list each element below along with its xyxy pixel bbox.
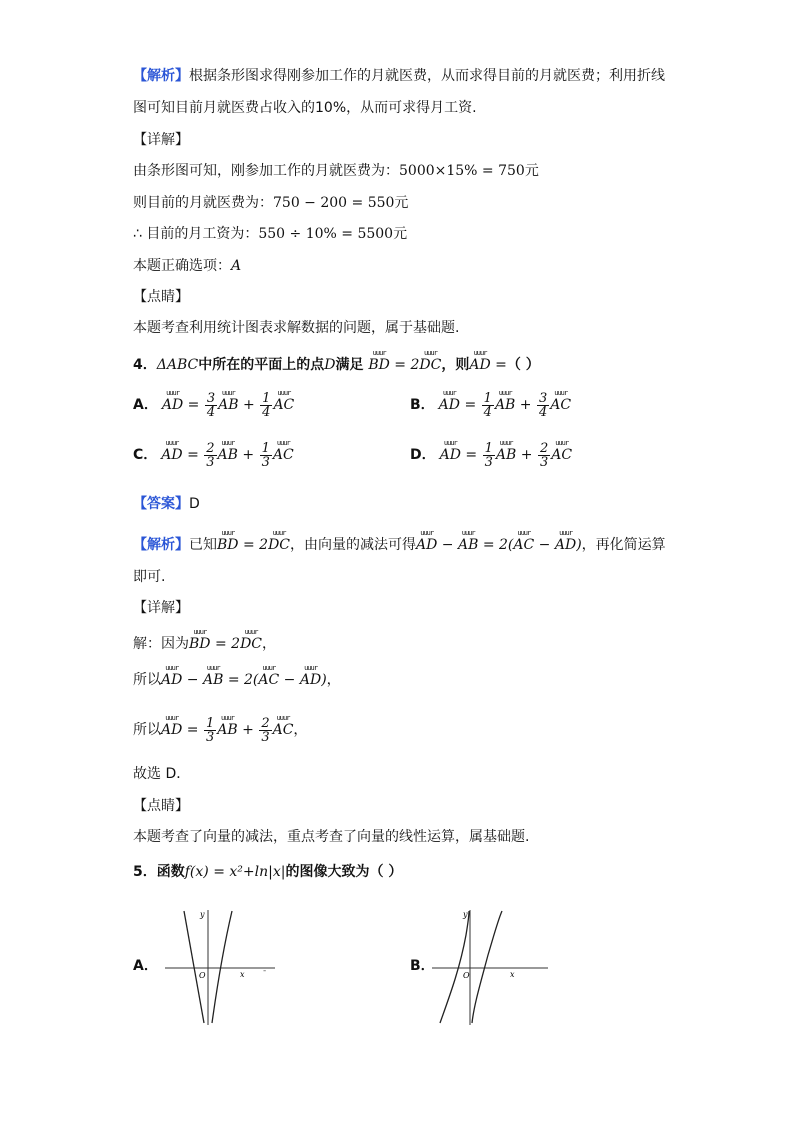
analysis-text: 即可.: [133, 569, 166, 585]
vector-ab: uuur AB: [496, 440, 516, 462]
vector-ab: uuur AB: [218, 440, 238, 462]
fraction-2-3: $\frac{2}{3}$: [261, 715, 270, 745]
vector-ac: uuur AC: [551, 440, 572, 462]
vector-ab: uuur AB: [458, 530, 478, 552]
analysis-text: 已知: [189, 537, 217, 553]
fraction: $\frac{1}{3}$: [484, 440, 493, 470]
analysis-text-1: 根据条形图求得刚参加工作的月就医费，从而求得目前的月就医费；利用折线: [189, 68, 665, 84]
detail4-line-3: 所以uuur AD = $\frac{1}{3}$ uuur AB + $\frac{2}{3}$ uuur AC，: [133, 715, 307, 744]
detail-text: 解：因为: [133, 636, 189, 652]
option-label: A．: [133, 397, 158, 413]
comment-tag: 【点睛】: [133, 289, 189, 305]
detail-math: 550 ÷ 10% = 5500元: [258, 226, 408, 242]
question-text: ，则: [441, 357, 470, 373]
comment4-tag-line: [133, 796, 189, 816]
vector-ab: uuur AB: [217, 715, 237, 737]
triangle-abc: ΔABC: [156, 357, 199, 373]
option-d[interactable]: D．uuur AD = $\frac{1}{3}$ uuur AB + $\frac{2}{3}$ uuur AC: [410, 440, 572, 469]
question-text: 函数: [156, 864, 185, 880]
fraction: $\frac{2}{3}$: [539, 440, 549, 470]
detail-text: 故选 D．: [133, 766, 191, 782]
detail-math: A: [231, 258, 242, 274]
fraction-1-3: $\frac{1}{3}$: [205, 715, 215, 745]
fraction: $\frac{1}{3}$: [261, 440, 270, 470]
curve-right: [212, 911, 232, 1023]
option-label: B．: [410, 397, 435, 413]
fraction: $\frac{3}{4}$: [538, 390, 548, 420]
curve-left: [440, 911, 469, 1023]
analysis-tag: 【解析】: [133, 68, 189, 84]
detail4-line-1: 解：因为uuur BD = 2uuur DC，: [133, 629, 276, 654]
question-text: 满足: [335, 357, 364, 373]
comment-text: 本题考查了向量的减法，重点考查了向量的线性运算，属基础题.: [133, 829, 530, 845]
question-number: 4．: [133, 357, 157, 373]
vector-bd: uuur BD: [189, 629, 211, 651]
detail-math: 5000×15% = 750元: [399, 163, 539, 179]
vector-ad: uuur AD: [161, 715, 182, 737]
y-label: y: [463, 910, 468, 919]
x-label: x: [510, 970, 515, 979]
detail-text: ，: [293, 722, 308, 738]
analysis4-line-2: [133, 567, 165, 587]
vector-ad: uuur AD: [162, 390, 183, 412]
analysis-tag: 【解析】: [133, 537, 189, 553]
function-expression: f(x) = x²+ln|x|: [184, 864, 286, 880]
question-text: 中所在的平面上的点: [198, 357, 325, 373]
vector-ad: uuur AD: [440, 440, 461, 462]
detail-tag: 【详解】: [133, 132, 189, 148]
detail-tag-line: [133, 130, 189, 150]
comment-tag-line: [133, 287, 189, 307]
option-label: C．: [133, 447, 158, 463]
question-paren: （ ）: [506, 357, 540, 373]
vector-ad: uuur AD: [416, 530, 437, 552]
option-a[interactable]: A．uuur AD = $\frac{3}{4}$ uuur AB + $\frac{1}{4}$ uuur AC: [133, 390, 294, 419]
vector-ac: uuur AC: [273, 715, 294, 737]
fraction: $\frac{2}{3}$: [206, 440, 215, 470]
analysis-text-2: 图可知目前月就医费占收入的10%，从而可求得月工资.: [133, 100, 477, 116]
origin-label: O: [463, 971, 470, 980]
fraction: $\frac{1}{4}$: [483, 390, 492, 420]
point-d: D: [324, 357, 336, 373]
origin-label: O: [199, 971, 206, 980]
vector-ad: uuur AD: [300, 665, 321, 687]
vector-ab: uuur AB: [203, 665, 223, 687]
graph-option-a[interactable]: [160, 905, 280, 1030]
vector-dc: uuur DC: [240, 629, 262, 651]
detail-text: ∴ 目前的月工资为：: [133, 226, 259, 242]
analysis-line-1: [133, 66, 665, 86]
vector-ac: uuur AC: [513, 530, 534, 552]
option-label: D．: [410, 447, 436, 463]
option-label: B．: [410, 958, 435, 974]
comment-text: 本题考查利用统计图表求解数据的问题，属于基础题.: [133, 320, 460, 336]
vector-ab: uuur AB: [218, 390, 238, 412]
question-text: 的图像大致为（ ）: [285, 864, 403, 880]
analysis4-line-1: 【解析】已知uuur BD = 2uuur DC，由向量的减法可得uuur AD − uuur AB = 2(uuur AC − uuur AD)，再化简运算: [133, 530, 666, 555]
detail-line-4: [133, 256, 241, 276]
vector-dc: uuur DC: [268, 530, 290, 552]
fraction: $\frac{3}{4}$: [206, 390, 216, 420]
detail4-line-4: [133, 764, 190, 784]
analysis-line-2: [133, 98, 477, 118]
answer-tag: 【答案】: [133, 496, 189, 512]
option-a-label-5[interactable]: [133, 956, 162, 976]
x-label: x: [240, 970, 245, 979]
comment-tag: 【点睛】: [133, 798, 189, 814]
fraction: $\frac{1}{4}$: [262, 390, 271, 420]
curve-left: [184, 911, 204, 1023]
y-label: y: [200, 910, 205, 919]
detail-text: 所以: [133, 722, 161, 738]
vector-ac: uuur AC: [258, 665, 279, 687]
detail4-tag-line: [133, 598, 189, 618]
vector-ac: uuur AC: [273, 440, 294, 462]
answer-text: D: [189, 496, 200, 512]
question-5: [133, 862, 402, 882]
comment4-text-line: [133, 827, 529, 847]
vector-ac: uuur AC: [273, 390, 294, 412]
detail-text: 本题正确选项：: [133, 258, 231, 274]
answer-line: [133, 494, 200, 514]
graph-option-b[interactable]: [430, 905, 550, 1030]
option-b[interactable]: B．uuur AD = $\frac{1}{4}$ uuur AB + $\frac{3}{4}$ uuur AC: [410, 390, 571, 419]
comment-text-line: [133, 318, 459, 338]
vector-ad: uuur AD: [439, 390, 460, 412]
detail-text: 由条形图可知，刚参加工作的月就医费为：: [133, 163, 399, 179]
option-label: A．: [133, 958, 158, 974]
vector-ad: uuur AD: [161, 665, 182, 687]
analysis-text: ，再化简运算: [581, 537, 666, 553]
detail-text: 则目前的月就医费为：: [133, 195, 273, 211]
vector-ab: uuur AB: [495, 390, 515, 412]
question-4: 4．ΔABC中所在的平面上的点D满足 uuur BD = 2uuur DC，则uuur AD =（ ）: [133, 350, 540, 375]
vector-ad: uuur AD: [161, 440, 182, 462]
vector-bd: uuur BD: [217, 530, 239, 552]
vector-dc: uuur DC: [419, 350, 441, 372]
detail-text: ，: [326, 672, 341, 688]
vector-bd: uuur BD: [368, 350, 390, 372]
detail4-line-2: 所以uuur AD − uuur AB = 2(uuur AC − uuur AD)，: [133, 665, 341, 690]
analysis-text: ，由向量的减法可得: [290, 537, 416, 553]
option-c[interactable]: C．uuur AD = $\frac{2}{3}$ uuur AB + $\frac{1}{3}$ uuur AC: [133, 440, 294, 469]
detail-text: ，: [262, 636, 276, 652]
vector-ad: uuur AD: [469, 350, 490, 372]
detail-line-2: [133, 193, 408, 213]
detail-math: 750 − 200 = 550元: [273, 195, 409, 211]
stray-mark: -: [263, 966, 267, 976]
vector-ac: uuur AC: [550, 390, 571, 412]
curve-right: [472, 911, 502, 1023]
detail-line-3: [133, 224, 407, 244]
question-number: 5．: [133, 864, 157, 880]
vector-ad: uuur AD: [555, 530, 576, 552]
detail-line-1: [133, 161, 539, 181]
detail-tag: 【详解】: [133, 600, 189, 616]
detail-text: 所以: [133, 672, 161, 688]
